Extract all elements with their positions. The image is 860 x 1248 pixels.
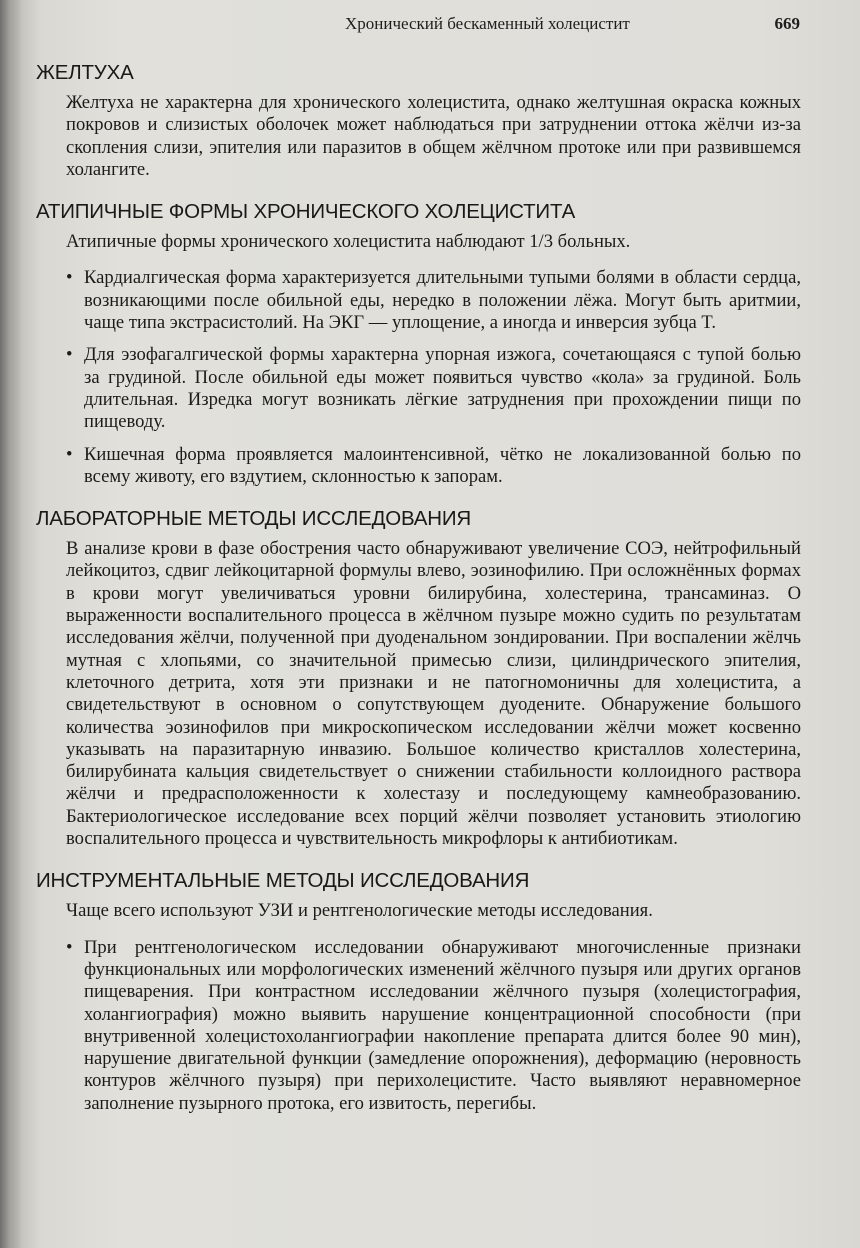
atypical-forms-list — [66, 267, 801, 488]
list-item — [66, 444, 801, 489]
bullet-icon: • — [66, 344, 73, 366]
paragraph-instrumental-lead: Чаще всего используют УЗИ и рентгенологические методы исследования. — [66, 900, 653, 922]
binding-shadow — [0, 0, 22, 1248]
list-item-text: При рентгенологическом исследовании обнаруживают многочисленные признаки функциональных или морфологических изменений жёлчного пузыря или других органов пищеварения. При контрастном исследовании жёлчного пузыря (холецистография, холангиография) можно выявить нарушение концентрационной способности (при внутривенной холецистохолангиографии накопление препарата длится более 90 мин), нарушение двигательной функции (замедление опорожнения), деформацию (неровность контуров жёлчного пузыря) при перихолецистите. Часто выявляют неравномерное заполнение пузырного протока, его извитость, перегибы. — [84, 936, 801, 1114]
bullet-icon: • — [66, 936, 73, 958]
list-item — [66, 344, 801, 433]
paragraph-jaundice: Желтуха не характерна для хронического холецистита, однако желтушная окраска кожных покровов и слизистых оболочек может наблюдаться при затруднении оттока жёлчи из-за скопления слизи, эпителия или паразитов в общем жёлчном протоке или при развившемся холангите. — [66, 92, 801, 180]
paragraph-atypical-lead: Атипичные формы хронического холецистита наблюдают 1/3 больных. — [66, 231, 631, 253]
list-item — [66, 267, 801, 334]
paragraph-lab: В анализе крови в фазе обострения часто обнаруживают увеличение СОЭ, нейтрофильный лейкоцитоз, сдвиг лейкоцитарной формулы влево, эозинофилию. При осложнённых формах в крови могут увеличиваться уровни билирубина, холестерина, трансаминаз. О выраженности воспалительного процесса в жёлчном пузыре можно судить по результатам исследования жёлчи, полученной при дуоденальном зондировании. При воспалении жёлчь мутная с хлопьями, со значительной примесью слизи, цилиндрического эпителия, клеточного детрита, хотя эти признаки и не патогномоничны для холецистита, а свидетельствуют в основном о сопутствующем дуодените. Обнаружение большого количества эозинофилов при микроскопическом исследовании жёлчи может косвенно указывать на паразитарную инвазию. Большое количество кристаллов холестерина, билирубината кальция свидетельствует о снижении стабильности коллоидного раствора жёлчи и предрасположенности к холестазу и последующему камнеобразованию. Бактериологическое исследование всех порций жёлчи позволяет установить этиологию воспалительного процесса и чувствительность микрофлоры к антибиотикам. — [66, 538, 801, 850]
running-head — [345, 14, 800, 36]
section-heading-lab: ЛАБОРАТОРНЫЕ МЕТОДЫ ИССЛЕДОВАНИЯ — [36, 507, 472, 531]
page-content — [36, 60, 801, 1133]
list-item-text: Для эзофагалгической формы характерна упорная изжога, сочетающаяся с тупой болью за грудиной. После обильной еды может появиться чувство «кола» за грудиной. Боль длительная. Изредка могут возникать лёгкие затруднения при прохождении пищи по пищеводу. — [84, 344, 801, 433]
bullet-icon: • — [66, 443, 73, 465]
list-item-text: Кардиалгическая форма характеризуется длительными тупыми болями в области сердца, возникающими после обильной еды, нередко в положении лёжа. Могут быть аритмии, чаще типа экстрасистолий. На ЭКГ — уплощение, а иногда и инверсия зубца T. — [84, 267, 801, 334]
list-item-text: Кишечная форма проявляется малоинтенсивной, чётко не локализованной болью по всему животу, его вздутием, склонностью к запорам. — [84, 443, 801, 487]
list-item — [66, 937, 801, 1115]
bullet-icon: • — [66, 267, 73, 289]
instrumental-methods-list — [66, 937, 801, 1115]
section-heading-instrumental: ИНСТРУМЕНТАЛЬНЫЕ МЕТОДЫ ИССЛЕДОВАНИЯ — [36, 869, 530, 893]
page-number: 669 — [774, 14, 800, 33]
section-heading-atypical: АТИПИЧНЫЕ ФОРМЫ ХРОНИЧЕСКОГО ХОЛЕЦИСТИТА — [36, 200, 576, 224]
running-head-title: Хронический бескаменный холецистит — [345, 14, 630, 33]
section-heading-jaundice: ЖЕЛТУХА — [36, 61, 134, 84]
